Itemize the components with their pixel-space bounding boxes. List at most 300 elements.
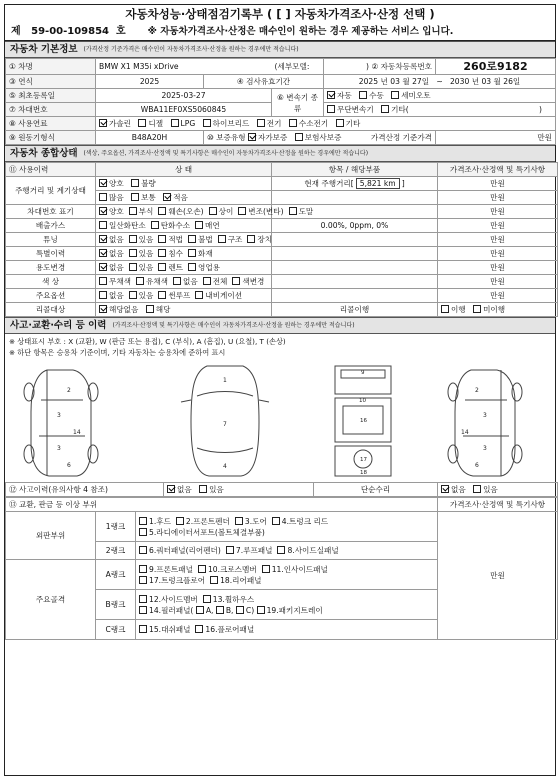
recall-none-label: 해당없음 <box>109 304 139 314</box>
status-option[interactable] <box>129 207 154 216</box>
part-num: 10 <box>359 398 366 404</box>
label-engine: ⑨ 원동기형식 <box>6 131 96 145</box>
label-panels-price: 가격조사·산정액 및 특기사항 <box>438 498 558 512</box>
status-option-label: 전체 <box>212 276 228 286</box>
status-row <box>6 247 558 261</box>
section-status <box>5 145 555 162</box>
trans-auto-box[interactable] <box>327 91 335 99</box>
status-option[interactable] <box>173 277 198 286</box>
part-floor-panel-box[interactable] <box>195 625 203 633</box>
usage-normal-label: 보통 <box>141 192 156 202</box>
price-panels: 만원 <box>438 512 558 640</box>
simple-none[interactable] <box>441 485 466 494</box>
doc-number-row <box>5 24 555 41</box>
label-main-frame: 주요골격 <box>6 560 96 640</box>
status-option-label: 렌트 <box>168 262 184 272</box>
rank1-line2 <box>139 527 434 538</box>
status-option[interactable] <box>158 291 190 300</box>
status-row <box>6 275 558 289</box>
recall-yes-label: 해당 <box>155 304 171 314</box>
part-pillar-box[interactable] <box>139 606 147 614</box>
simple-yes[interactable] <box>473 485 498 494</box>
label-car-name: ① 차명 <box>6 59 96 75</box>
status-option-box[interactable] <box>247 235 255 243</box>
status-option[interactable] <box>129 249 154 258</box>
part-pillar: 14.필러패널( <box>149 605 194 615</box>
part-trunk-lid-box[interactable] <box>272 517 280 525</box>
part-num: 3 <box>483 412 487 419</box>
part-door-box[interactable] <box>235 517 243 525</box>
status-row-price: 만원 <box>438 247 558 261</box>
part-cross-member-box[interactable] <box>198 565 206 573</box>
fuel-hybrid-box[interactable] <box>203 119 211 127</box>
status-option-label: 있음 <box>138 290 154 300</box>
status-option-box[interactable] <box>188 249 196 257</box>
part-num: 7 <box>223 421 227 428</box>
status-option-box[interactable] <box>209 207 217 215</box>
rank-c: C랭크 <box>96 620 136 640</box>
status-row-label: 주요옵션 <box>6 289 96 303</box>
usage-low[interactable] <box>163 193 188 202</box>
status-option-label: 있음 <box>138 262 154 272</box>
status-option-box[interactable] <box>129 207 137 215</box>
label-period: ④ 검사유효기간 <box>204 75 324 89</box>
fuel-opts <box>96 117 556 131</box>
status-option[interactable] <box>136 277 168 286</box>
label-recall: 리콜대상 <box>6 303 96 317</box>
label-panels: ⑬ 교환, 판금 등 이상 부위 <box>6 498 438 512</box>
car-left-side-diagram <box>17 362 107 480</box>
period-from: 2025 년 03 월 27일 <box>358 76 430 86</box>
usage-low-label: 적음 <box>173 192 188 202</box>
accident-yes-box[interactable] <box>199 485 207 493</box>
status-option-box[interactable] <box>129 291 137 299</box>
mileage-bad-box[interactable] <box>131 179 139 187</box>
fuel-other-box[interactable] <box>336 119 344 127</box>
part-hood-box[interactable] <box>139 517 147 525</box>
part-wheel-house: 13.휠하우스 <box>212 594 255 604</box>
part-num: 9 <box>361 370 365 376</box>
col-price: 가격조사·산정액 및 특기사항 <box>438 163 558 177</box>
trans-auto-checkbox[interactable] <box>327 91 352 100</box>
fuel-electric-box[interactable] <box>257 119 265 127</box>
status-option-box[interactable] <box>99 291 107 299</box>
label-accident: ⑫ 사고이력(유의사항 4 참조) <box>6 483 164 497</box>
status-row-item <box>272 275 438 289</box>
legend-line-2: ※ 하단 항목은 승용차 기준이며, 기타 자동차는 승용차에 준하여 표시 <box>9 348 226 357</box>
status-option-box[interactable] <box>99 249 107 257</box>
part-floor-panel: 16.플로어패널 <box>205 624 255 634</box>
status-row-item: 0.00%, 0ppm, 0% <box>272 219 438 233</box>
status-option[interactable] <box>158 263 183 272</box>
label-model: (세부모델: <box>274 61 310 71</box>
pillar-b-box[interactable] <box>216 606 224 614</box>
accident-none[interactable] <box>167 485 192 494</box>
fuel-electric[interactable] <box>257 119 282 128</box>
status-option[interactable] <box>158 235 183 244</box>
part-inside-panel: 11.인사이드패널 <box>271 564 328 574</box>
status-option-label: 내비게이션 <box>205 290 243 300</box>
mileage-text: 현재 주행거리[ <box>304 179 354 188</box>
status-option-label: 화재 <box>198 248 213 258</box>
car-right-side-diagram <box>441 362 531 480</box>
simple-none-label: 없음 <box>451 484 466 494</box>
trans-manual-checkbox[interactable] <box>359 91 384 100</box>
col-item: 항목 / 해당부품 <box>272 163 438 177</box>
status-option-box[interactable] <box>218 235 226 243</box>
recall-none-box[interactable] <box>99 305 107 313</box>
part-num: 14 <box>73 429 81 436</box>
status-option-label: 영업용 <box>198 262 221 272</box>
part-inside-panel-box[interactable] <box>262 565 270 573</box>
warranty-self[interactable] <box>248 133 287 142</box>
status-option-label: 없음 <box>109 290 124 300</box>
part-num: 1 <box>223 377 227 384</box>
part-radiator-box[interactable] <box>139 528 147 536</box>
price-usage: 만원 <box>438 191 558 205</box>
fuel-other[interactable] <box>336 119 361 128</box>
status-row-price: 만원 <box>438 233 558 247</box>
part-dash-panel: 15.대쉬패널 <box>149 624 191 634</box>
part-rear-panel: 18.리어패널 <box>220 575 262 585</box>
recall-yes-box[interactable] <box>146 305 154 313</box>
status-row <box>6 289 558 303</box>
status-row-label: 배출가스 <box>6 219 96 233</box>
fuel-lpg[interactable] <box>171 119 196 128</box>
part-roof-box[interactable] <box>226 546 234 554</box>
status-option-box[interactable] <box>99 207 107 215</box>
label-warranty: ⑩ 보증유형 <box>207 132 246 142</box>
fuel-hydrogen[interactable] <box>289 119 328 128</box>
status-row-item <box>272 261 438 275</box>
recall-notdone-box[interactable] <box>473 305 481 313</box>
fuel-diesel[interactable] <box>138 119 163 128</box>
status-row <box>6 205 558 219</box>
usage-normal-box[interactable] <box>131 193 139 201</box>
status-option[interactable] <box>99 277 131 286</box>
car-frame-diagram <box>323 362 403 480</box>
status-table <box>5 162 558 317</box>
part-cross-member: 10.크로스멤버 <box>207 564 257 574</box>
part-hood: 1.후드 <box>149 516 171 526</box>
status-option-box[interactable] <box>99 221 107 229</box>
status-option-box[interactable] <box>99 235 107 243</box>
status-option[interactable] <box>99 249 124 258</box>
accident-none-box[interactable] <box>167 485 175 493</box>
status-row <box>6 219 558 233</box>
section-basic <box>5 41 555 58</box>
status-option-box[interactable] <box>289 207 297 215</box>
status-row-item <box>272 233 438 247</box>
part-side-member: 12.사이드멤버 <box>149 594 198 604</box>
status-row-price: 만원 <box>438 219 558 233</box>
status-option-label: 침수 <box>168 248 184 258</box>
car-diagrams <box>5 360 555 482</box>
status-option-box[interactable] <box>158 249 166 257</box>
status-option-box[interactable] <box>232 277 240 285</box>
pillar-c-box[interactable] <box>236 606 244 614</box>
part-wheel-house-box[interactable] <box>203 595 211 603</box>
status-option-label: 상이 <box>218 206 234 216</box>
col-history: ⑪ 사용이력 <box>6 163 96 177</box>
status-row-label: 색 상 <box>6 275 96 289</box>
fuel-gasoline[interactable] <box>99 119 131 128</box>
engine-type: B48A20H <box>96 131 204 145</box>
usage-normal[interactable] <box>131 193 156 202</box>
ranka-line2 <box>139 575 434 586</box>
status-option-box[interactable] <box>99 277 107 285</box>
status-option-label: 색변경 <box>242 276 265 286</box>
status-option-label: 없음 <box>109 262 124 272</box>
pillar-c: C) <box>245 605 255 615</box>
part-quarter: 6.쿼터패널(리어펜더) <box>149 545 221 555</box>
status-option-label: 일산화탄소 <box>109 220 146 230</box>
status-option[interactable] <box>232 277 264 286</box>
recall-done[interactable] <box>441 305 466 314</box>
fuel-hydrogen-box[interactable] <box>289 119 297 127</box>
trans-cvt-checkbox[interactable] <box>327 105 374 114</box>
car-name: BMW X1 M35i xDrive <box>96 59 272 75</box>
fuel-electric-label: 전기 <box>266 118 282 128</box>
status-option-label: 있음 <box>138 234 154 244</box>
part-num: 18 <box>360 470 367 476</box>
trans-other-checkbox[interactable] <box>381 105 409 114</box>
status-option[interactable] <box>99 221 146 230</box>
part-num: 4 <box>223 463 227 470</box>
section-accident <box>5 317 555 334</box>
part-trunk-lid: 4.트렁크 리드 <box>281 516 329 526</box>
pillar-a: A, <box>205 605 214 615</box>
accident-none-label: 없음 <box>177 484 192 494</box>
status-option[interactable] <box>188 249 213 258</box>
rank-a: A랭크 <box>96 560 136 590</box>
label-fuel: ⑧ 사용연료 <box>6 117 96 131</box>
status-option-box[interactable] <box>173 277 181 285</box>
part-trunk-floor-box[interactable] <box>139 576 147 584</box>
warranty-self-box[interactable] <box>248 133 256 141</box>
status-option-box[interactable] <box>195 221 203 229</box>
rank-2: 2랭크 <box>96 542 136 560</box>
status-option[interactable] <box>238 207 283 216</box>
fuel-lpg-label: LPG <box>180 118 196 128</box>
year: 2025 <box>96 75 204 89</box>
part-dash-panel-box[interactable] <box>139 625 147 633</box>
status-row-item <box>272 289 438 303</box>
rankb-line2 <box>139 605 434 616</box>
part-num: 16 <box>360 418 367 424</box>
recall-yes[interactable] <box>146 305 171 314</box>
status-option[interactable] <box>99 263 124 272</box>
mileage-good-box[interactable] <box>99 179 107 187</box>
trans-other-box[interactable] <box>381 105 389 113</box>
label-transmission: ⑥ 변속기 종류 <box>272 89 324 117</box>
status-option[interactable] <box>99 291 124 300</box>
doc-no-label: 제 <box>11 26 21 37</box>
status-row-label: 튜닝 <box>6 233 96 247</box>
status-option[interactable] <box>158 207 203 216</box>
recall-notdone[interactable] <box>473 305 505 314</box>
status-option-box[interactable] <box>188 263 196 271</box>
part-num: 3 <box>57 412 61 419</box>
status-option-label: 매연 <box>205 220 220 230</box>
status-option[interactable] <box>188 263 220 272</box>
status-option-box[interactable] <box>99 263 107 271</box>
status-option[interactable] <box>188 235 213 244</box>
mileage-good-label: 양호 <box>109 178 124 188</box>
trans-semi-checkbox[interactable] <box>391 91 430 100</box>
status-option-label: 무채색 <box>109 276 132 286</box>
simple-none-box[interactable] <box>441 485 449 493</box>
status-row-label: 차대번호 표기 <box>6 205 96 219</box>
usage-low-box[interactable] <box>163 193 171 201</box>
status-option[interactable] <box>247 235 272 244</box>
fuel-diesel-label: 디젤 <box>148 118 164 128</box>
status-option-label: 없음 <box>109 234 124 244</box>
status-row-price: 만원 <box>438 205 558 219</box>
usage-many-box[interactable] <box>99 193 107 201</box>
status-option[interactable] <box>129 263 154 272</box>
mileage-value[interactable]: 5,821 km <box>356 178 400 189</box>
status-option-box[interactable] <box>238 207 246 215</box>
warranty-ins-box[interactable] <box>295 133 303 141</box>
status-option-box[interactable] <box>195 291 203 299</box>
accident-yes[interactable] <box>199 485 224 494</box>
notice-text: ※ 자동차가격조사·산정은 매수인이 원하는 경우 제공하는 서비스 입니다. <box>147 26 454 38</box>
status-option-label: 탄화수소 <box>160 220 191 230</box>
fuel-gasoline-box[interactable] <box>99 119 107 127</box>
trans-other-label: 기타( <box>391 104 409 114</box>
status-option-box[interactable] <box>151 221 159 229</box>
part-package-tray-box[interactable] <box>257 606 265 614</box>
part-trunk-floor: 17.트렁크플로어 <box>149 575 206 585</box>
panel-table <box>5 497 558 640</box>
fuel-hydrogen-label: 수소전기 <box>298 118 329 128</box>
part-num: 14 <box>461 429 469 436</box>
status-option[interactable] <box>209 207 234 216</box>
part-package-tray: 19.패키지트레이 <box>266 605 323 615</box>
status-option-box[interactable] <box>158 235 166 243</box>
col-state: 상 태 <box>96 163 272 177</box>
status-option-box[interactable] <box>158 263 166 271</box>
section-basic-title: 자동차 기본정보 <box>10 43 78 55</box>
status-option-label: 장치 <box>257 234 273 244</box>
simple-yes-box[interactable] <box>473 485 481 493</box>
status-option[interactable] <box>195 291 242 300</box>
status-option-box[interactable] <box>136 277 144 285</box>
mileage-good[interactable] <box>99 179 124 188</box>
status-option[interactable] <box>99 207 124 216</box>
status-option[interactable] <box>289 207 314 216</box>
section-status-note: (색상, 주요옵션, 가격조사·산정액 및 특기사항은 매수인이 자동차가격조사·산정을 원하는 경우에만 적습니다) <box>83 149 369 157</box>
trans-cvt-box[interactable] <box>327 105 335 113</box>
label-first-reg: ⑤ 최초등록일 <box>6 89 96 103</box>
status-option-box[interactable] <box>158 207 166 215</box>
status-row-label: 특별이력 <box>6 247 96 261</box>
part-side-sill: 8.사이드실패널 <box>287 545 339 555</box>
part-num: 2 <box>475 387 479 394</box>
trans-manual-box[interactable] <box>359 91 367 99</box>
section-accident-note: (가격조사·산정액 및 특기사항은 매수인이 자동차가격조사·산정을 원하는 경우에만 적습니다) <box>112 321 355 329</box>
recall-none[interactable] <box>99 305 138 314</box>
status-option-box[interactable] <box>203 277 211 285</box>
fuel-lpg-box[interactable] <box>171 119 179 127</box>
fuel-other-label: 기타 <box>345 118 361 128</box>
status-option[interactable] <box>218 235 243 244</box>
status-option[interactable] <box>151 221 190 230</box>
part-door: 3.도어 <box>244 516 267 526</box>
section-status-title: 자동차 종합상태 <box>10 147 78 159</box>
reg-number: 260로9182 <box>436 59 556 75</box>
fuel-gasoline-label: 가솔린 <box>109 118 132 128</box>
basic-table <box>5 58 556 145</box>
status-row-item <box>272 247 438 261</box>
part-num: 3 <box>483 445 487 452</box>
status-option[interactable] <box>195 221 220 230</box>
part-num: 6 <box>475 462 479 469</box>
status-option[interactable] <box>129 235 154 244</box>
pillar-b: B, <box>225 605 234 615</box>
status-option-box[interactable] <box>129 263 137 271</box>
status-option-box[interactable] <box>158 291 166 299</box>
status-option[interactable] <box>99 235 124 244</box>
part-side-sill-box[interactable] <box>277 546 285 554</box>
doc-no-suffix: 호 <box>115 26 126 37</box>
part-side-member-box[interactable] <box>139 595 147 603</box>
label-simple-repair: 단순수리 <box>314 483 438 497</box>
mileage-bad[interactable] <box>131 179 156 188</box>
status-option-label: 훼손(오손) <box>168 206 204 216</box>
part-quarter-box[interactable] <box>139 546 147 554</box>
warranty-ins-label: 보험사보증 <box>304 132 342 142</box>
part-front-panel: 9.프론트패널 <box>149 564 193 574</box>
fuel-hybrid[interactable] <box>203 119 250 128</box>
section-accident-title: 사고·교환·수리 등 이력 <box>10 319 107 331</box>
trans-semi-box[interactable] <box>391 91 399 99</box>
ranka-line1 <box>139 564 434 575</box>
trans-close: ) <box>539 104 543 114</box>
warranty-ins[interactable] <box>295 133 342 142</box>
pillar-a-box[interactable] <box>196 606 204 614</box>
status-option-box[interactable] <box>188 235 196 243</box>
status-option-label: 썬루프 <box>168 290 191 300</box>
status-option[interactable] <box>129 291 154 300</box>
part-front-fender: 2.프론트펜더 <box>185 516 230 526</box>
label-vin: ⑦ 차대번호 <box>6 103 96 117</box>
part-roof: 7.루프패널 <box>235 545 273 555</box>
status-option-label: 불법 <box>198 234 213 244</box>
status-option-box[interactable] <box>129 235 137 243</box>
status-option-label: 없음 <box>109 248 124 258</box>
status-row-price: 만원 <box>438 275 558 289</box>
usage-many[interactable] <box>99 193 124 202</box>
status-option-label: 구조 <box>227 234 243 244</box>
part-num: 2 <box>67 387 71 394</box>
section-basic-note: (가격산정 기준가격은 매수인이 자동차가격조사·산정을 원하는 경우에만 적습니다) <box>83 45 299 53</box>
status-option-label: 변조(변타) <box>248 206 284 216</box>
part-radiator: 5.라디에이터서포트(볼트체결부품) <box>149 527 265 537</box>
status-option-box[interactable] <box>129 249 137 257</box>
recall-done-box[interactable] <box>441 305 449 313</box>
part-front-fender-box[interactable] <box>176 517 184 525</box>
part-front-panel-box[interactable] <box>139 565 147 573</box>
status-option[interactable] <box>158 249 183 258</box>
fuel-diesel-box[interactable] <box>138 119 146 127</box>
trans-manual-label: 수동 <box>369 90 384 100</box>
simple-yes-label: 있음 <box>483 484 498 494</box>
status-row <box>6 261 558 275</box>
part-rear-panel-box[interactable] <box>210 576 218 584</box>
status-option[interactable] <box>203 277 228 286</box>
